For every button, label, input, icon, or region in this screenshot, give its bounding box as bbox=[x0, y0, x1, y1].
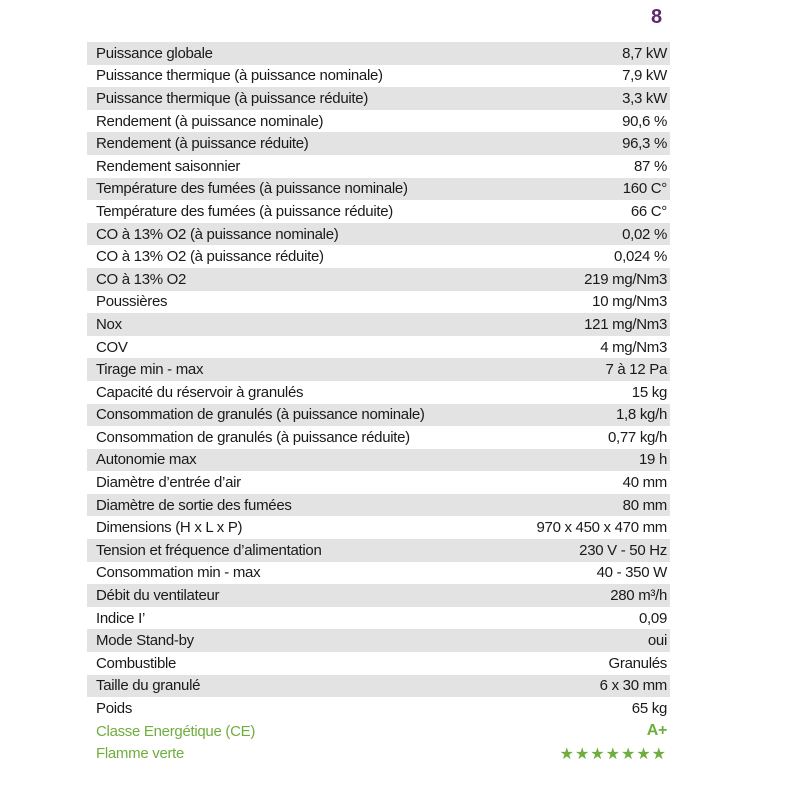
spec-value: 160 C° bbox=[622, 180, 667, 198]
spec-row bbox=[87, 42, 670, 65]
spec-label: Puissance thermique (à puissance réduite) bbox=[96, 89, 369, 107]
spec-row bbox=[87, 516, 670, 539]
spec-row bbox=[87, 336, 670, 359]
spec-value: 10 mg/Nm3 bbox=[592, 293, 667, 311]
spec-value: 15 kg bbox=[631, 383, 667, 401]
spec-row bbox=[87, 584, 670, 607]
flamme-verte-row bbox=[87, 742, 670, 765]
spec-label: Consommation de granulés (à puissance nominale) bbox=[96, 406, 425, 424]
spec-label: Rendement (à puissance réduite) bbox=[96, 135, 309, 153]
spec-label: Diamètre d’entrée d’air bbox=[96, 474, 241, 492]
spec-row bbox=[87, 200, 670, 223]
spec-row bbox=[87, 494, 670, 517]
spec-value: 1,8 kg/h bbox=[616, 406, 667, 424]
spec-value: 65 kg bbox=[631, 700, 667, 718]
spec-value: 40 - 350 W bbox=[596, 564, 667, 582]
spec-label: Tirage min - max bbox=[96, 361, 204, 379]
spec-label: Consommation min - max bbox=[96, 564, 261, 582]
spec-value: 970 x 450 x 470 mm bbox=[536, 519, 667, 537]
spec-value: 0,024 % bbox=[614, 248, 667, 266]
flamme-verte-label: Flamme verte bbox=[96, 745, 185, 763]
star-rating-icon: ★★★★★★★ bbox=[559, 745, 667, 763]
spec-value: 7,9 kW bbox=[622, 67, 667, 85]
spec-label: Consommation de granulés (à puissance réduite) bbox=[96, 428, 410, 446]
spec-row bbox=[87, 471, 670, 494]
spec-label: Puissance globale bbox=[96, 44, 213, 62]
spec-row bbox=[87, 268, 670, 291]
spec-label: Indice I’ bbox=[96, 609, 145, 627]
spec-label: Poussières bbox=[96, 293, 168, 311]
spec-label: COV bbox=[96, 338, 128, 356]
spec-value: 66 C° bbox=[630, 202, 667, 220]
spec-value: 87 % bbox=[634, 157, 667, 175]
spec-value: Granulés bbox=[608, 654, 667, 672]
energy-class-label: Classe Energétique (CE) bbox=[96, 722, 256, 740]
spec-row bbox=[87, 132, 670, 155]
spec-row bbox=[87, 313, 670, 336]
spec-row bbox=[87, 65, 670, 88]
spec-label: Dimensions (H x L x P) bbox=[96, 519, 243, 537]
spec-value: 8,7 kW bbox=[622, 44, 667, 62]
spec-row bbox=[87, 155, 670, 178]
spec-label: Diamètre de sortie des fumées bbox=[96, 496, 292, 514]
spec-value: 40 mm bbox=[622, 474, 667, 492]
spec-value: 0,02 % bbox=[622, 225, 667, 243]
energy-class-row bbox=[87, 720, 670, 743]
spec-row bbox=[87, 607, 670, 630]
spec-row bbox=[87, 426, 670, 449]
spec-value: 280 m³/h bbox=[610, 587, 667, 605]
spec-value: 90,6 % bbox=[622, 112, 667, 130]
spec-value: 4 mg/Nm3 bbox=[600, 338, 667, 356]
spec-value: 7 à 12 Pa bbox=[605, 361, 667, 379]
spec-row bbox=[87, 245, 670, 268]
spec-row bbox=[87, 381, 670, 404]
spec-label: Rendement saisonnier bbox=[96, 157, 241, 175]
spec-row bbox=[87, 291, 670, 314]
spec-label: Taille du granulé bbox=[96, 677, 201, 695]
spec-label: Capacité du réservoir à granulés bbox=[96, 383, 304, 401]
spec-label: Température des fumées (à puissance réduite) bbox=[96, 202, 393, 220]
spec-row bbox=[87, 178, 670, 201]
spec-row bbox=[87, 358, 670, 381]
spec-row bbox=[87, 652, 670, 675]
spec-row bbox=[87, 449, 670, 472]
model-number: 8 bbox=[651, 6, 663, 28]
spec-label: Débit du ventilateur bbox=[96, 587, 220, 605]
spec-value: 96,3 % bbox=[622, 135, 667, 153]
spec-row bbox=[87, 110, 670, 133]
spec-row bbox=[87, 562, 670, 585]
spec-row bbox=[87, 539, 670, 562]
spec-label: Autonomie max bbox=[96, 451, 197, 469]
spec-label: CO à 13% O2 (à puissance réduite) bbox=[96, 248, 324, 266]
spec-label: Nox bbox=[96, 315, 122, 333]
spec-label: CO à 13% O2 bbox=[96, 270, 187, 288]
spec-value: 19 h bbox=[639, 451, 667, 469]
spec-label: Mode Stand-by bbox=[96, 632, 194, 650]
spec-value: 6 x 30 mm bbox=[599, 677, 667, 695]
spec-table bbox=[87, 42, 670, 765]
spec-value: oui bbox=[647, 632, 667, 650]
spec-value: 0,77 kg/h bbox=[607, 428, 667, 446]
spec-label: CO à 13% O2 (à puissance nominale) bbox=[96, 225, 339, 243]
spec-row bbox=[87, 675, 670, 698]
spec-value: 121 mg/Nm3 bbox=[584, 315, 667, 333]
spec-row bbox=[87, 404, 670, 427]
spec-value: 230 V - 50 Hz bbox=[579, 541, 667, 559]
spec-row bbox=[87, 697, 670, 720]
spec-label: Tension et fréquence d’alimentation bbox=[96, 541, 322, 559]
energy-class-value: A+ bbox=[646, 722, 667, 740]
spec-label: Température des fumées (à puissance nominale) bbox=[96, 180, 408, 198]
spec-value: 80 mm bbox=[622, 496, 667, 514]
spec-value: 0,09 bbox=[639, 609, 667, 627]
spec-label: Poids bbox=[96, 700, 133, 718]
spec-row bbox=[87, 629, 670, 652]
spec-value: 3,3 kW bbox=[622, 89, 667, 107]
spec-row bbox=[87, 87, 670, 110]
spec-label: Combustible bbox=[96, 654, 177, 672]
spec-label: Rendement (à puissance nominale) bbox=[96, 112, 324, 130]
spec-row bbox=[87, 223, 670, 246]
spec-value: 219 mg/Nm3 bbox=[584, 270, 667, 288]
spec-label: Puissance thermique (à puissance nominale) bbox=[96, 67, 383, 85]
